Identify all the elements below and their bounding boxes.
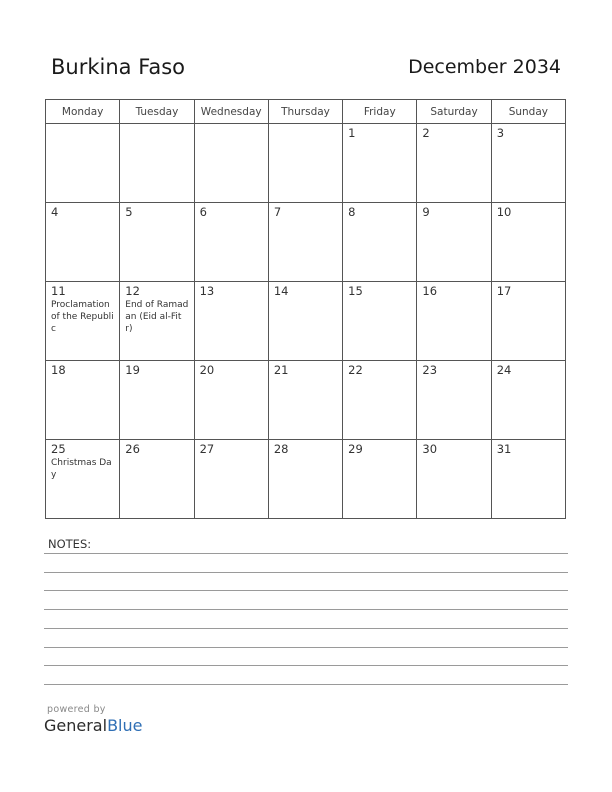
day-cell — [46, 361, 120, 440]
note-line — [44, 553, 568, 554]
day-number: 31 — [496, 442, 512, 456]
day-cell — [120, 124, 194, 203]
day-number: 13 — [199, 284, 215, 298]
brand-blue: Blue — [107, 716, 143, 735]
day-number: 5 — [125, 205, 133, 219]
day-cell — [491, 203, 565, 282]
day-cell — [417, 282, 491, 361]
day-cell — [120, 361, 194, 440]
weekday-header: Tuesday — [120, 100, 194, 124]
day-cell — [46, 124, 120, 203]
note-line — [44, 647, 568, 648]
note-line — [44, 609, 568, 610]
day-cell — [268, 282, 342, 361]
day-number: 24 — [496, 363, 512, 377]
note-line — [44, 590, 568, 591]
day-cell — [268, 440, 342, 519]
weekday-header: Friday — [343, 100, 417, 124]
weekday-header: Sunday — [491, 100, 565, 124]
day-cell — [417, 361, 491, 440]
day-cell — [194, 282, 268, 361]
day-number: 10 — [496, 205, 512, 219]
day-cell — [343, 124, 417, 203]
calendar-grid — [45, 99, 566, 519]
weekday-header: Monday — [46, 100, 120, 124]
day-number: 15 — [348, 284, 363, 298]
day-number: 1 — [348, 126, 356, 140]
day-cell — [194, 124, 268, 203]
day-cell — [194, 203, 268, 282]
day-number: 29 — [348, 442, 363, 456]
day-cell — [194, 361, 268, 440]
weekday-header: Thursday — [268, 100, 342, 124]
week-row — [46, 124, 566, 203]
day-number: 2 — [422, 126, 430, 140]
weekday-header-row — [46, 100, 566, 124]
day-number: 3 — [496, 126, 505, 140]
day-cell — [120, 440, 194, 519]
weekday-header: Wednesday — [194, 100, 268, 124]
calendar-body — [46, 124, 566, 519]
day-number: 28 — [273, 442, 289, 456]
note-line — [44, 628, 568, 629]
day-number: 8 — [348, 205, 356, 219]
day-cell — [120, 282, 194, 361]
day-number: 11 — [51, 284, 66, 298]
holiday-label: Proclamation of the Republic — [51, 300, 114, 334]
day-cell — [417, 203, 491, 282]
note-line — [44, 665, 568, 666]
day-number: 20 — [199, 363, 215, 377]
day-number: 4 — [51, 205, 59, 219]
day-number: 27 — [199, 442, 215, 456]
note-line — [44, 572, 568, 573]
holiday-label: Christmas Day — [51, 458, 112, 480]
day-cell — [268, 203, 342, 282]
day-cell — [491, 282, 565, 361]
day-cell — [491, 440, 565, 519]
country-title: Burkina Faso — [51, 55, 186, 79]
day-cell — [46, 282, 120, 361]
month-year-title: December 2034 — [408, 56, 561, 78]
day-number: 30 — [422, 442, 438, 456]
week-row — [46, 203, 566, 282]
week-row — [46, 440, 566, 519]
day-cell — [491, 124, 565, 203]
day-number: 6 — [199, 205, 207, 219]
day-number: 23 — [422, 363, 438, 377]
day-cell — [120, 203, 194, 282]
generalblue-logo — [44, 716, 142, 735]
day-cell — [417, 440, 491, 519]
day-cell — [343, 361, 417, 440]
day-number: 21 — [273, 363, 289, 377]
brand-general: General — [44, 716, 108, 735]
note-line — [44, 684, 568, 685]
day-cell — [417, 124, 491, 203]
day-number: 26 — [125, 442, 140, 456]
day-cell — [268, 361, 342, 440]
day-number: 16 — [422, 284, 438, 298]
week-row — [46, 361, 566, 440]
day-number: 7 — [273, 205, 282, 219]
day-cell — [46, 440, 120, 519]
day-number: 25 — [51, 442, 66, 456]
powered-by-text: powered by — [47, 704, 106, 715]
day-number: 9 — [422, 205, 430, 219]
day-cell — [343, 203, 417, 282]
day-cell — [491, 361, 565, 440]
day-number: 22 — [348, 363, 363, 377]
day-number: 18 — [51, 363, 66, 377]
week-row — [46, 282, 566, 361]
day-cell — [194, 440, 268, 519]
day-cell — [343, 282, 417, 361]
day-cell — [268, 124, 342, 203]
weekday-header: Saturday — [417, 100, 491, 124]
holiday-label: End of Ramadan (Eid al-Fitr) — [125, 300, 189, 334]
day-number: 12 — [125, 284, 140, 298]
day-number: 14 — [273, 284, 289, 298]
notes-label: NOTES: — [48, 537, 92, 551]
day-number: 17 — [496, 284, 512, 298]
day-cell — [46, 203, 120, 282]
day-cell — [343, 440, 417, 519]
day-number: 19 — [125, 363, 140, 377]
